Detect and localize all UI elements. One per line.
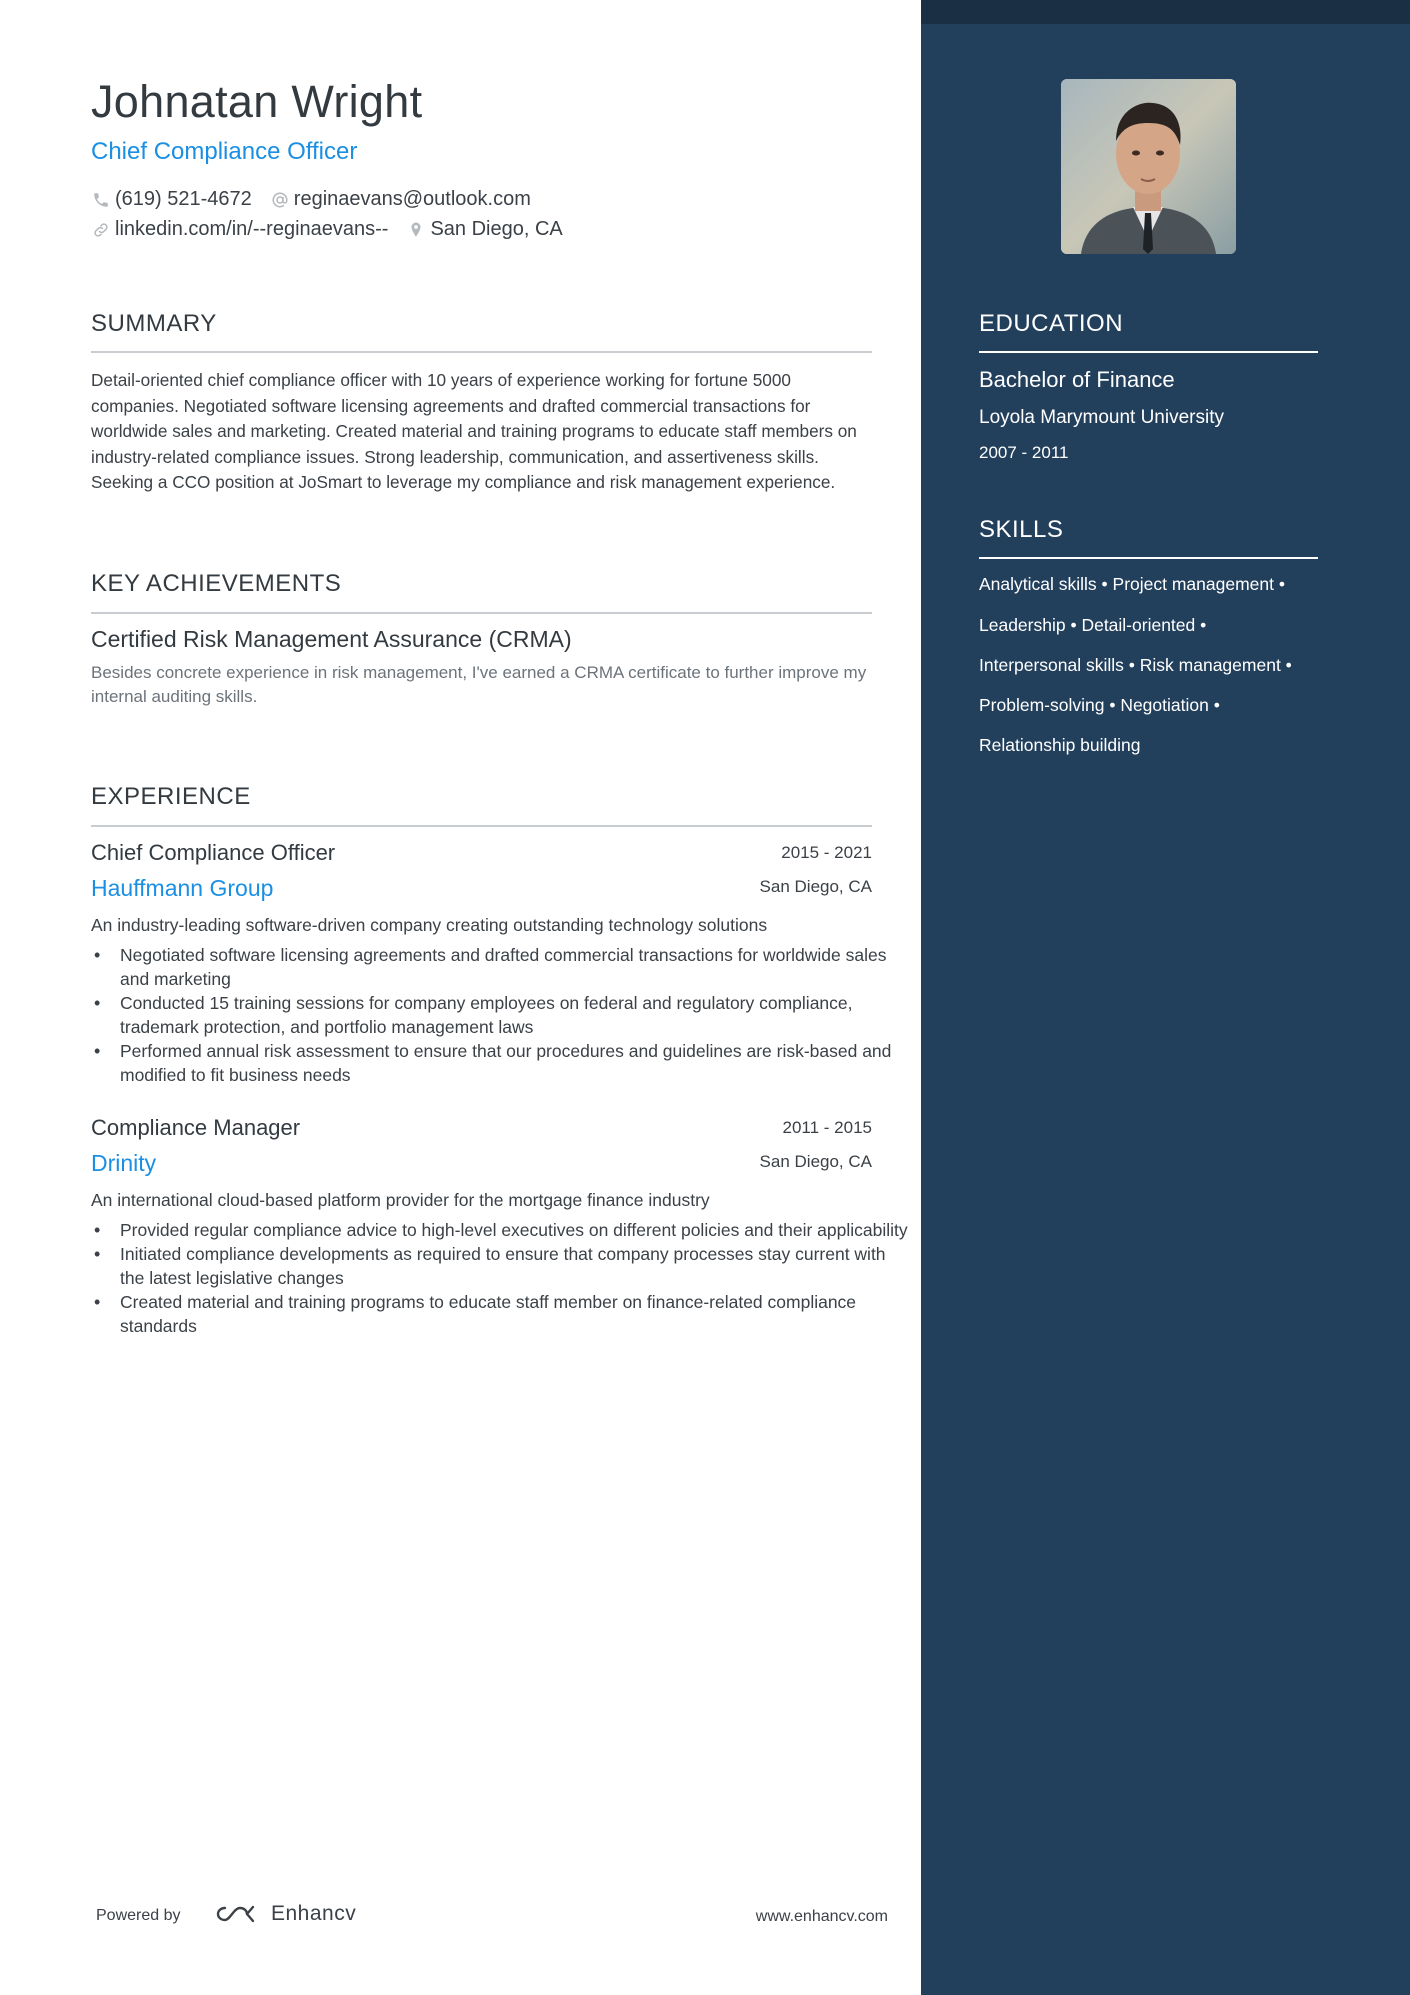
list-item: • Created material and training programs to educate staff member on finance-related compliance standards [120, 1290, 910, 1338]
skills-divider [979, 557, 1318, 559]
email-address[interactable]: reginaevans@outlook.com [293, 188, 531, 210]
list-item: • Negotiated software licensing agreements and drafted commercial transactions for worldwide sales and marketing [120, 943, 910, 991]
job-bullets [91, 1218, 910, 1338]
list-item: • Performed annual risk assessment to ensure that our procedures and guidelines are risk-based and modified to fit business needs [120, 1039, 910, 1087]
skills-heading: SKILLS [979, 516, 1064, 543]
job-dates: 2015 - 2021 [781, 843, 872, 862]
education-degree: Bachelor of Finance [979, 367, 1175, 392]
experience-divider [91, 825, 872, 827]
linkedin-link[interactable]: linkedin.com/in/--reginaevans-- [115, 218, 389, 240]
summary-text: Detail-oriented chief compliance officer with 10 years of experience working for fortune 5000 companies. Negotiated software licensing agreements and drafted commercial transactions for worldwide sales and marketing. Created material and training programs to educate staff members on industry-related compliance issues. Strong leadership, communication, and assertiveness skills. Seeking a CCO position at JoSmart to leverage my compliance and risk management experience. [91, 370, 857, 493]
achievement-description: Besides concrete experience in risk management, I've earned a CRMA certificate to further improve my internal auditing skills. [91, 663, 867, 706]
powered-by-label: Powered by [96, 1907, 181, 1924]
job-company: Drinity [91, 1150, 157, 1176]
summary-heading: SUMMARY [91, 310, 217, 337]
skills-line: Problem-solving • Negotiation • [979, 695, 1220, 715]
enhancv-logo[interactable] [215, 1902, 356, 1926]
skills-line: Leadership • Detail-oriented • [979, 615, 1207, 635]
job-bullets [91, 943, 910, 1087]
job-location: San Diego, CA [759, 877, 872, 896]
phone-icon [91, 190, 111, 210]
phone-number[interactable]: (619) 521-4672 [115, 188, 252, 210]
job-location: San Diego, CA [759, 1152, 872, 1171]
summary-divider [91, 351, 872, 353]
achievements-divider [91, 612, 872, 614]
footer-url[interactable]: www.enhancv.com [755, 1908, 888, 1925]
job-description: An industry-leading software-driven company creating outstanding technology solutions [91, 915, 768, 935]
job-company: Hauffmann Group [91, 875, 274, 901]
education-school: Loyola Marymount University [979, 407, 1224, 428]
job-dates: 2011 - 2015 [782, 1118, 872, 1137]
profile-photo [1061, 79, 1236, 254]
achievements-heading: KEY ACHIEVEMENTS [91, 570, 342, 597]
skills-line: Relationship building [979, 735, 1141, 755]
list-item: • Conducted 15 training sessions for company employees on federal and regulatory compliance, trademark protection, and portfolio management laws [120, 991, 910, 1039]
location: San Diego, CA [430, 218, 563, 240]
sidebar-top-bar [921, 0, 1410, 24]
skills-line: Interpersonal skills • Risk management • [979, 655, 1292, 675]
experience-heading: EXPERIENCE [91, 783, 251, 810]
email-icon [270, 190, 290, 210]
education-divider [979, 351, 1318, 353]
education-heading: EDUCATION [979, 310, 1124, 337]
link-icon [91, 220, 111, 240]
job-title: Chief Compliance Officer [91, 840, 336, 865]
achievement-title: Certified Risk Management Assurance (CRMA) [91, 626, 572, 652]
enhancv-brand: Enhancv [271, 1902, 357, 1925]
skills-line: Analytical skills • Project management • [979, 574, 1285, 594]
education-dates: 2007 - 2011 [979, 443, 1069, 462]
location-pin-icon [406, 220, 426, 240]
job-title: Compliance Manager [91, 1115, 301, 1140]
candidate-role: Chief Compliance Officer [91, 138, 358, 165]
contact-row-1 [91, 188, 531, 211]
enhancv-logo-icon [215, 1902, 263, 1926]
contact-row-2 [91, 218, 563, 241]
sidebar [921, 0, 1410, 1995]
candidate-name: Johnatan Wright [91, 76, 423, 127]
list-item: • Provided regular compliance advice to high-level executives on different policies and their applicability [120, 1218, 910, 1242]
list-item: • Initiated compliance developments as required to ensure that company processes stay current with the latest legislative changes [120, 1242, 910, 1290]
job-description: An international cloud-based platform provider for the mortgage finance industry [91, 1190, 710, 1210]
